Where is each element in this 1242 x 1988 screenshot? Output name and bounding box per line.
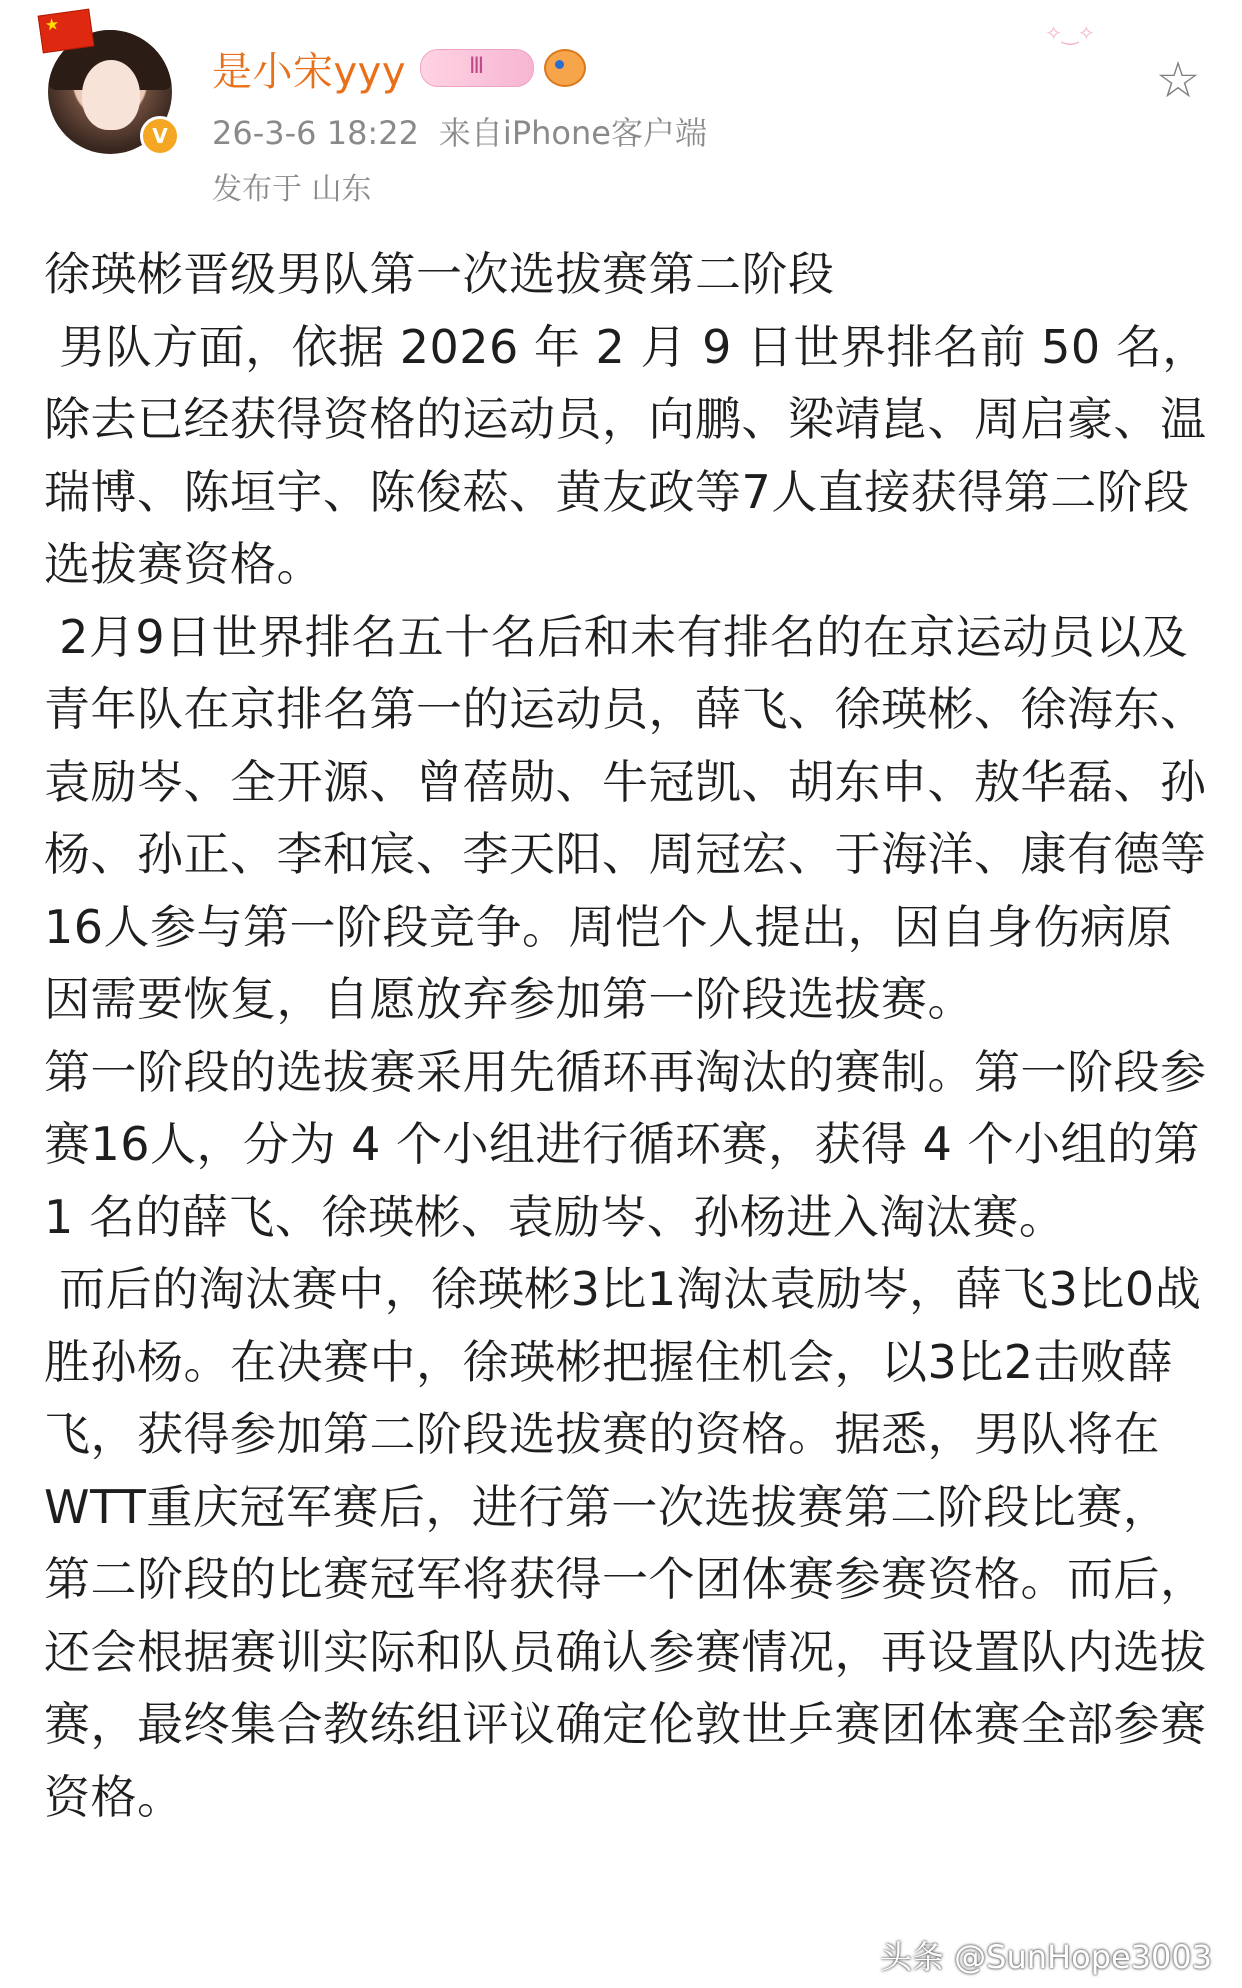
post-header xyxy=(0,0,1242,210)
favorite-star-icon[interactable]: ☆ xyxy=(1155,51,1201,109)
name-row xyxy=(212,40,586,96)
decoration-ribbon-icon: ✧‿✧ xyxy=(1045,21,1095,45)
level-badge-icon xyxy=(420,49,534,87)
post-paragraph: 而后的淘汰赛中，徐瑛彬3比1淘汰袁励岑，薛飞3比0战胜孙杨。在决赛中，徐瑛彬把握住机会，以3比2击败薛飞，获得参加第二阶段选拔赛的资格。据悉，男队将在WTT重庆冠军赛后，进行第一次选拔赛第二阶段比赛，第二阶段的比赛冠军将获得一个团体赛参赛资格。而后，还会根据赛训实际和队员确认参赛情况，再设置队内选拔赛，最终集合教练组评议确定伦敦世乒赛团体赛全部参赛资格。 xyxy=(44,1262,1207,1824)
china-flag-icon xyxy=(38,9,95,54)
post-content xyxy=(44,238,1214,1833)
post-paragraph: 2月9日世界排名五十名后和未有排名的在京运动员以及青年队在京排名第一的运动员，薛飞、徐瑛彬、徐海东、袁励岑、全开源、曾蓓勋、牛冠凯、胡东申、敖华磊、孙杨、孙正、李和宸、李天阳、周冠宏、于海洋、康有德等16人参与第一阶段竞争。周恺个人提出，因自身伤病原因需要恢复，自愿放弃参加第一阶段选拔赛。 xyxy=(44,609,1207,1026)
verified-badge-icon: V xyxy=(140,116,180,156)
watermark: 头条 @SunHope3003 xyxy=(880,1938,1213,1976)
post-paragraph: 男队方面，依据 2026 年 2 月 9 日世界排名前 50 名，除去已经获得资格的运动员，向鹏、梁靖崑、周启豪、温瑞博、陈垣宇、陈俊菘、黄友政等7人直接获得第二阶段选拔赛资格。 xyxy=(44,319,1209,591)
fish-badge-icon xyxy=(544,49,586,87)
post-meta xyxy=(212,108,707,154)
post-paragraph: 第一阶段的选拔赛采用先循环再淘汰的赛制。第一阶段参赛16人，分为 4 个小组进行循环赛，获得 4 个小组的第 1 名的薛飞、徐瑛彬、袁励岑、孙杨进入淘汰赛。 xyxy=(44,1044,1216,1244)
username[interactable]: 是小宋yyy xyxy=(212,48,407,95)
post-title: 徐瑛彬晋级男队第一次选拔赛第二阶段 xyxy=(44,247,835,301)
post-location: 发布于 山东 xyxy=(212,172,372,207)
avatar[interactable] xyxy=(40,12,180,162)
post-timestamp: 26-3-6 18:22 xyxy=(212,114,419,152)
post-source: 来自iPhone客户端 xyxy=(438,114,707,152)
